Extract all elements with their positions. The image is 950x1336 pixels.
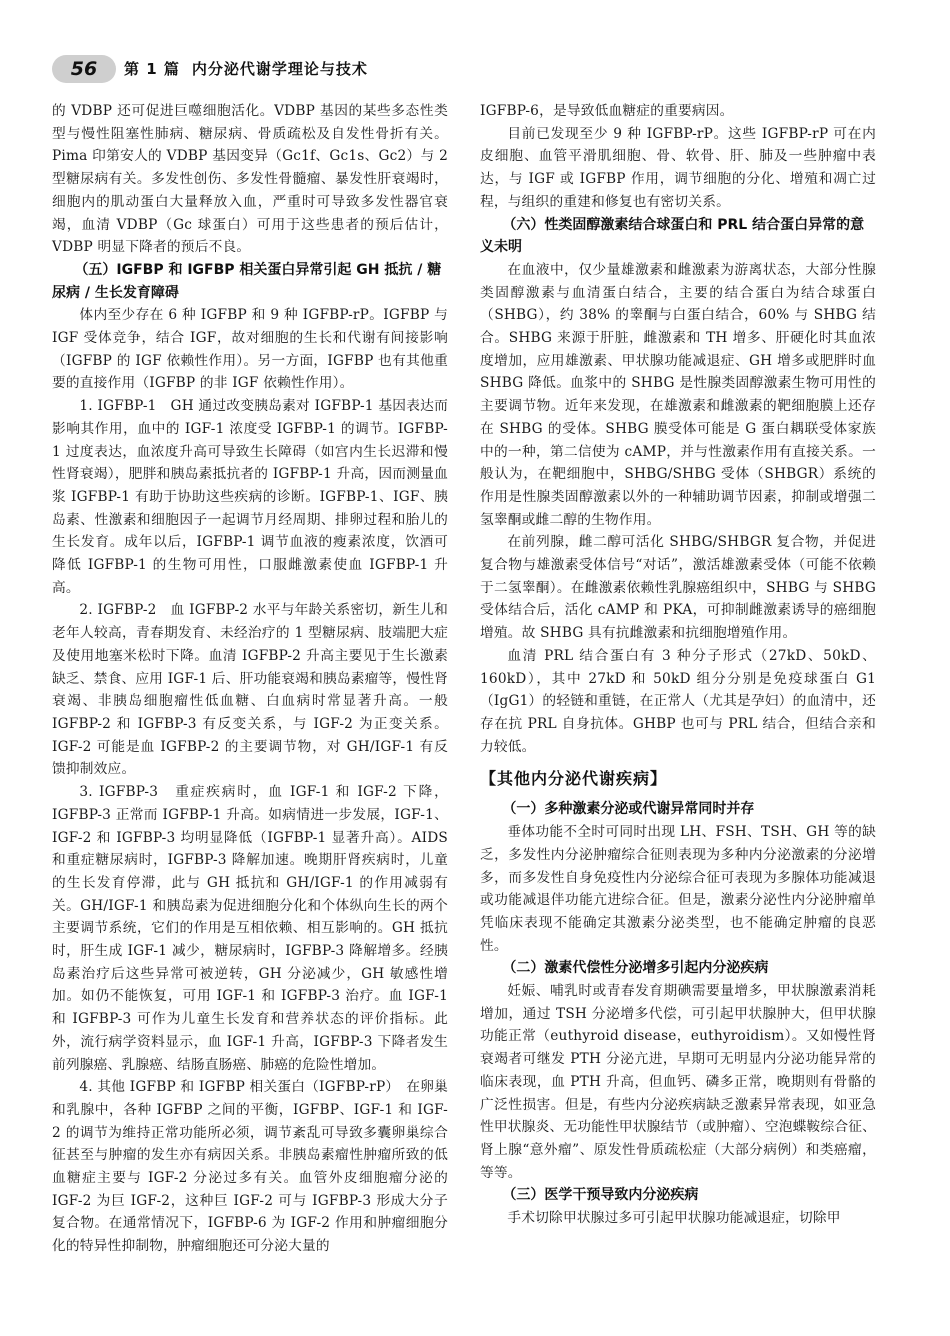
part-label: 第 1 篇 xyxy=(124,60,180,78)
paragraph: 垂体功能不全时可同时出现 LH、FSH、TSH、GH 等的缺乏，多发性内分泌肿瘤综合征则表现为多种内分泌激素的分泌增多，而多发性自身免疫性内分泌综合征可表现为多腺体功能减退或功能减退伴功能亢进综合征。但是，激素分泌性内分泌肿瘤单凭临床表现不能确定其激素分泌类型，也不能确定肿瘤的良恶性。 xyxy=(480,824,876,954)
subsection-heading: （二）激素代偿性分泌增多引起内分泌疾病 xyxy=(502,960,769,977)
subsection-heading: （三）医学干预导致内分泌疾病 xyxy=(502,1187,699,1204)
paragraph: 体内至少存在 6 种 IGFBP 和 9 种 IGFBP-rP。IGFBP 与 IGF 受体竞争，结合 IGF，故对细胞的生长和代谢有间接影响（IGFBP 的 IGF 依赖性作用）。另一方面，IGFBP 也有其他重要的直接作用（IGFBP 的非 IGF 依赖性作用）。 xyxy=(52,307,448,392)
subsection-heading: （一）多种激素分泌或代谢异常同时并存 xyxy=(502,801,755,818)
subsection-heading: （五）IGFBP 和 IGFBP 相关蛋白异常引起 GH 抵抗 / 糖尿病 / 生长发育障碍 xyxy=(52,261,442,301)
paragraph: 2. IGFBP-2 血 IGFBP-2 水平与年龄关系密切，新生儿和老年人较高，青春期发育、未经治疗的 1 型糖尿病、肢端肥大症及使用地塞米松时下降。血清 IGFBP-2 升高主要见于生长激素缺乏、禁食、应用 IGF-1 后、肝功能衰竭和胰岛素瘤等，慢性肾衰竭、非胰岛细胞瘤性低血糖、白血病时常显著升高。一般 IGFBP-2 和 IGFBP-3 有反变关系，与 IGF-2 为正变关系。IGF-2 可能是血 IGFBP-2 的主要调节物，对 GH/IGF-1 有反馈抑制效应。 xyxy=(52,602,448,778)
page-header xyxy=(50,55,900,83)
paragraph: 目前已发现至少 9 种 IGFBP-rP。这些 IGFBP-rP 可在内皮细胞、血管平滑肌细胞、骨、软骨、肝、肺及一些肿瘤中表达，与 IGF 或 IGFBP 作用，调节细胞的分化、增殖和凋亡过程，与组织的重建和修复也有密切关系。 xyxy=(480,125,876,210)
running-title xyxy=(124,58,380,80)
paragraph: 在前列腺，雌二醇可活化 SHBG/SHBGR 复合物，并促进复合物与雄激素受体信号“对话”，激活雄激素受体（可能不依赖于二氢睾酮）。在雌激素依赖性乳腺癌组织中，SHBG 与 SHBG 受体结合后，活化 cAMP 和 PKA，可抑制雌激素诱导的癌细胞增殖。故 SHBG 具有抗雌激素和抗细胞增殖作用。 xyxy=(480,534,876,642)
book-title: 内分泌代谢学理论与技术 xyxy=(191,60,368,78)
paragraph: 4. 其他 IGFBP 和 IGFBP 相关蛋白（IGFBP-rP） 在卵巢和乳腺中，各种 IGFBP 之间的平衡，IGFBP、IGF-1 和 IGF-2 的调节为维持正常功能所必须，调节紊乱可导致多囊卵巢综合征甚至与肿瘤的发生亦有病因关系。非胰岛素瘤性肿瘤所致的低血糖症主要与 IGF-2 分泌过多有关。血管外皮细胞瘤分泌的 IGF-2 为巨 IGF-2，这种巨 IGF-2 可与 IGFBP-3 形成大分子复合物。在通常情况下，IGFBP-6 为 IGF-2 作用和肿瘤细胞分化的特异性抑制物，肿瘤细胞还可分泌大量的 xyxy=(52,1079,448,1255)
left-column xyxy=(52,100,448,1258)
subsection-heading: （六）性类固醇激素结合球蛋白和 PRL 结合蛋白异常的意义未明 xyxy=(480,216,865,256)
paragraph: 血清 PRL 结合蛋白有 3 种分子形式（27kD、50kD、160kD），其中 27kD 和 50kD 组分分别是免疫球蛋白 G1（IgG1）的轻链和重链，在正常人（尤其是孕妇）的血清中，还存在抗 PRL 自身抗体。GHBP 也可与 PRL 结合，但结合亲和力较低。 xyxy=(480,647,876,755)
paragraph: 手术切除甲状腺过多可引起甲状腺功能减退症，切除甲 xyxy=(507,1210,841,1227)
paragraph: 在血液中，仅少量雄激素和雌激素为游离状态，大部分性腺类固醇激素与血清蛋白结合，主要的结合蛋白为结合球蛋白（SHBG），约 38% 的睾酮与白蛋白结合，60% 与 SHBG 结合。SHBG 来源于肝脏，雌激素和 TH 增多、肝硬化时其血浓度增加，应用雄激素、甲状腺功能减退症、GH 增多或肥胖时血 SHBG 降低。血浆中的 SHBG 是性腺类固醇激素生物可用性的主要调节物。近年来发现，在雄激素和雌激素的靶细胞膜上还存在 SHBG 的受体。SHBG 膜受体可能是 G 蛋白耦联受体家族中的一种，第二信使为 cAMP，并与性激素作用有直接关系。一般认为，在靶细胞中，SHBG/SHBG 受体（SHBGR）系统的作用是性腺类固醇激素以外的一种辅助调节因素，抑制或增强二氢睾酮或雌二醇的生物作用。 xyxy=(480,261,876,528)
paragraph: IGFBP-6，是导致低血糖症的重要病因。 xyxy=(480,103,734,119)
paragraph: 妊娠、哺乳时或青春发育期碘需要量增多，甲状腺激素消耗增加，通过 TSH 分泌增多代偿，可引起甲状腺肿大，但甲状腺功能正常（euthyroid disease，euthyroidism）。又如慢性肾衰竭者可继发 PTH 分泌亢进，早期可无明显内分泌功能异常的临床表现，血 PTH 升高，但血钙、磷多正常，晚期则有骨骼的广泛性损害。但是，有些内分泌疾病缺乏激素异常表现，如亚急性甲状腺炎、无功能性甲状腺结节（或肿瘤）、空泡蝶鞍综合征、肾上腺“意外瘤”、原发性骨质疏松症（大部分病例）和类癌瘤，等等。 xyxy=(480,983,876,1181)
page-number: 56 xyxy=(52,55,116,83)
paragraph: 的 VDBP 还可促进巨噬细胞活化。VDBP 基因的某些多态性类型与慢性阻塞性肺病、糖尿病、骨质疏松及自发性骨折有关。Pima 印第安人的 VDBP 基因变异（Gc1f、Gc1s、Gc2）与 2 型糖尿病有关。多发性创伤、多发性骨髓瘤、暴发性肝衰竭时，细胞内的肌动蛋白大量释放入血，严重时可导致多发性器官衰竭，血清 VDBP（Gc 球蛋白）可用于这些患者的预后估计，VDBP 明显下降者的预后不良。 xyxy=(52,103,448,256)
section-heading: 【其他内分泌代谢疾病】 xyxy=(480,769,668,789)
right-column xyxy=(480,100,876,1230)
paragraph: 1. IGFBP-1 GH 通过改变胰岛素对 IGFBP-1 基因表达而影响其作用，血中的 IGF-1 浓度受 IGFBP-1 的调节。IGFBP-1 过度表达，血浓度升高可导致生长障碍（如宫内生长迟滞和慢性肾衰竭），肥胖和胰岛素抵抗者的 IGFBP-1 升高，因而测量血浆 IGFBP-1 有助于协助这些疾病的诊断。IGFBP-1、IGF、胰岛素、性激素和细胞因子一起调节月经周期、排卵过程和胎儿的生长发育。成年以后，IGFBP-1 调节血液的瘦素浓度，饮酒可降低 IGFBP-1 的生物可用性，口服雌激素使血 IGFBP-1 升高。 xyxy=(52,398,448,596)
paragraph: 3. IGFBP-3 重症疾病时，血 IGF-1 和 IGF-2 下降，IGFBP-3 正常而 IGFBP-1 升高。如病情进一步发展，IGF-1、IGF-2 和 IGFBP-3 均明显降低（IGFBP-1 显著升高）。AIDS 和重症糖尿病时，IGFBP-3 降解加速。晚期肝肾疾病时，儿童的生长发育停滞，此与 GH 抵抗和 GH/IGF-1 的作用减弱有关。GH/IGF-1 和胰岛素为促进细胞分化和个体纵向生长的两个主要调节系统，它们的作用是互相依赖、相互影响的。GH 抵抗时，肝生成 IGF-1 减少，糖尿病时，IGFBP-3 降解增多。经胰岛素治疗后这些异常可被逆转，GH 分泌减少，GH 敏感性增加。如仍不能恢复，可用 IGF-1 和 IGFBP-3 治疗。血 IGF-1 和 IGFBP-3 可作为儿童生长发育和营养状态的评价指标。此外，流行病学资料显示，血 IGF-1 升高，IGFBP-3 下降者发生前列腺癌、乳腺癌、结肠直肠癌、肺癌的危险性增加。 xyxy=(52,784,448,1073)
